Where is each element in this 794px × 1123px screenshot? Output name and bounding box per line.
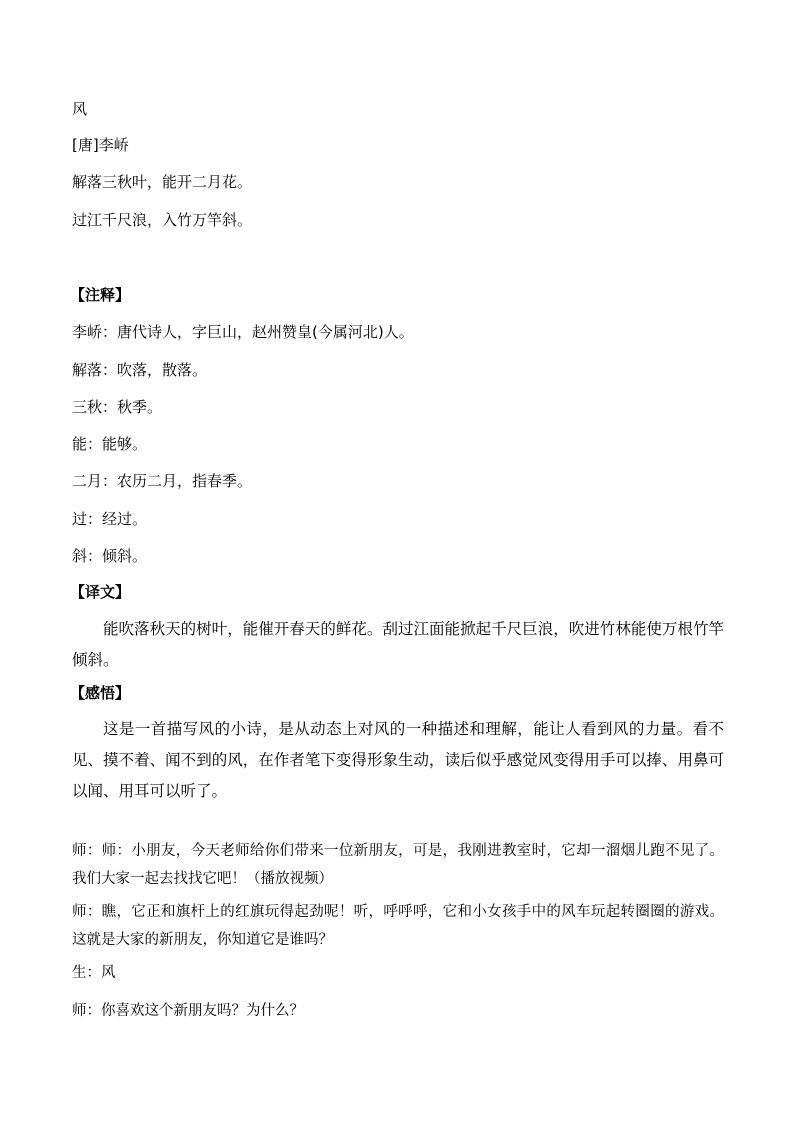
- dialogue-line: 生：风: [72, 965, 116, 981]
- note-item: 斜：倾斜。: [72, 547, 148, 565]
- dialogue-line: 师：师：小朋友，今天老师给你们带来一位新朋友，可是，我刚进教室时，它却一溜烟儿跑不见了。我们大家一起去找找它吧！（播放视频）: [72, 843, 724, 887]
- note-item: 解落：吹落，散落。: [72, 361, 208, 379]
- insight-heading: 【感悟】: [70, 684, 131, 702]
- poem-title: 风: [72, 100, 88, 118]
- note-item: 过：经过。: [72, 510, 148, 528]
- dialogue-line: 师：你喜欢这个新朋友吗？为什么？: [72, 1003, 304, 1019]
- note-item: 二月：农历二月，指春季。: [72, 472, 253, 490]
- insight-text: 这是一首描写风的小诗，是从动态上对风的一种描述和理解，能让人看到风的力量。看不见、摸不着、闻不到的风，在作者笔下变得形象生动，读后似乎感觉风变得用手可以捧、用鼻可以闻、用耳可以听了。: [72, 720, 724, 800]
- poem-line-1: 解落三秋叶，能开二月花。: [72, 173, 253, 191]
- translation-heading: 【译文】: [70, 583, 131, 601]
- note-item: 三秋：秋季。: [72, 398, 163, 416]
- poem-line-2: 过江千尺浪，入竹万竿斜。: [72, 211, 253, 229]
- dialogue-line: 师：瞧，它正和旗杆上的红旗玩得起劲呢！听，呼呼呼，它和小女孩手中的风车玩起转圈圈的游戏。这就是大家的新朋友，你知道它是谁吗？: [72, 904, 724, 948]
- note-item: 李峤：唐代诗人，字巨山，赵州赞皇(今属河北)人。: [72, 323, 414, 341]
- note-item: 能：能够。: [72, 435, 148, 453]
- translation-text: 能吹落秋天的树叶，能催开春天的鲜花。刮过江面能掀起千尺巨浪，吹进竹林能使万根竹竿倾斜。: [72, 620, 724, 669]
- notes-heading: 【注释】: [70, 286, 131, 304]
- poem-author: [唐]李峤: [72, 136, 129, 154]
